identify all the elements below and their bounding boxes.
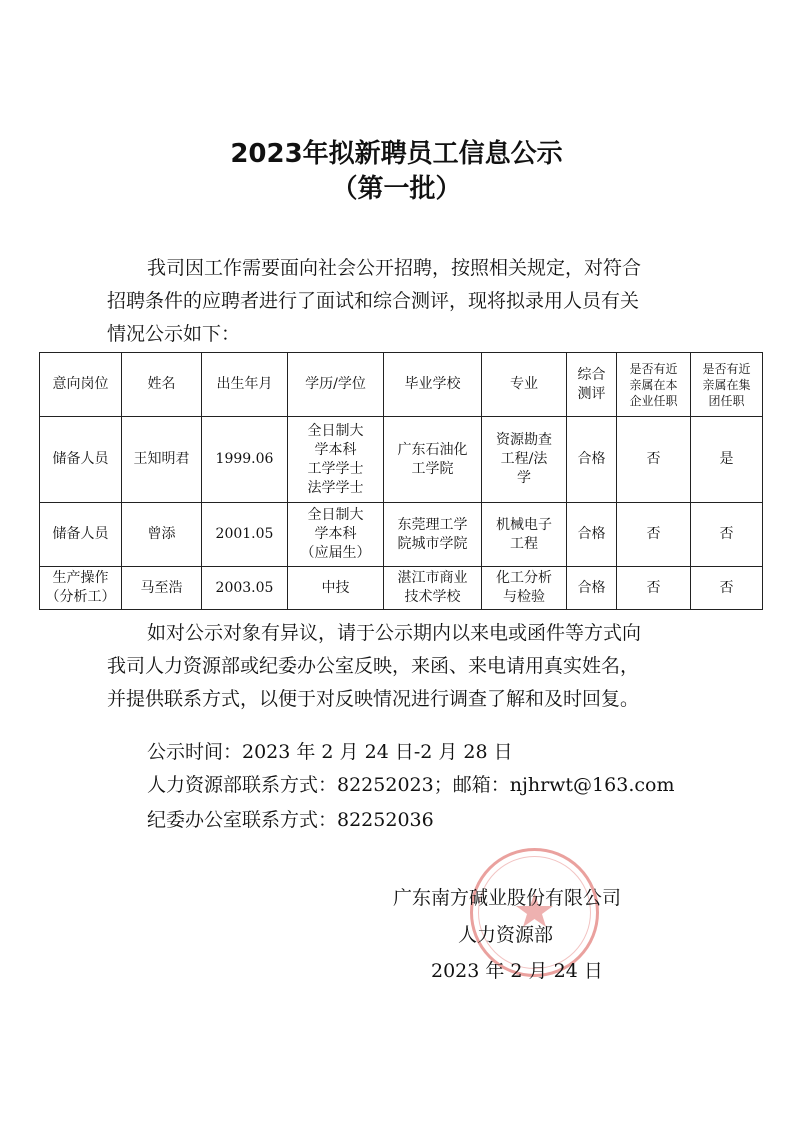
header-cell: 综合 测评 xyxy=(567,353,617,417)
table-cell: 2001.05 xyxy=(202,503,288,567)
page-subtitle: （第一批） xyxy=(331,174,462,204)
header-cell: 意向岗位 xyxy=(40,353,122,417)
table-header-row xyxy=(40,353,763,417)
intro-line: 我司因工作需要面向社会公开招聘，按照相关规定，对符合 xyxy=(147,257,642,279)
discipline-contact: 纪委办公室联系方式：82252036 xyxy=(147,809,434,831)
header-cell: 出生年月 xyxy=(202,353,288,417)
table-cell: 合格 xyxy=(567,417,617,503)
table-cell: 合格 xyxy=(567,567,617,610)
signature-department: 人力资源部 xyxy=(458,924,554,946)
table-cell: 化工分析 与检验 xyxy=(482,567,567,610)
table-cell: 全日制大 学本科 （应届生） xyxy=(288,503,384,567)
intro-line: 招聘条件的应聘者进行了面试和综合测评，现将拟录用人员有关 xyxy=(107,290,640,312)
table-cell: 东莞理工学 院城市学院 xyxy=(384,503,482,567)
page-title: 2023年拟新聘员工信息公示 xyxy=(230,139,563,169)
signature-date: 2023 年 2 月 24 日 xyxy=(431,960,603,982)
table-cell: 王知明君 xyxy=(122,417,202,503)
table-cell: 湛江市商业 技术学校 xyxy=(384,567,482,610)
table-row xyxy=(40,503,763,567)
table-row xyxy=(40,567,763,610)
signature-company: 广东南方碱业股份有限公司 xyxy=(393,887,622,909)
table-cell: 生产操作 （分析工） xyxy=(40,567,122,610)
notice-line: 我司人力资源部或纪委办公室反映，来函、来电请用真实姓名， xyxy=(107,655,640,677)
header-cell: 是否有近 亲属在集 团任职 xyxy=(691,353,763,417)
table-cell: 否 xyxy=(617,567,691,610)
table-cell: 否 xyxy=(617,503,691,567)
table-cell: 广东石油化 工学院 xyxy=(384,417,482,503)
table-cell: 是 xyxy=(691,417,763,503)
header-cell: 专业 xyxy=(482,353,567,417)
table-cell: 1999.06 xyxy=(202,417,288,503)
publicity-period: 公示时间：2023 年 2 月 24 日-2 月 28 日 xyxy=(147,741,513,763)
table-cell: 中技 xyxy=(288,567,384,610)
table-cell: 全日制大 学本科 工学学士 法学学士 xyxy=(288,417,384,503)
table-cell: 否 xyxy=(617,417,691,503)
notice-line: 并提供联系方式，以便于对反映情况进行调查了解和及时回复。 xyxy=(107,688,640,710)
intro-line: 情况公示如下： xyxy=(107,323,241,345)
table-cell: 否 xyxy=(691,567,763,610)
table-cell: 马至浩 xyxy=(122,567,202,610)
notice-line: 如对公示对象有异议，请于公示期内以来电或函件等方式向 xyxy=(147,622,642,644)
table-cell: 否 xyxy=(691,503,763,567)
header-cell: 是否有近 亲属在本 企业任职 xyxy=(617,353,691,417)
table-cell: 2003.05 xyxy=(202,567,288,610)
table-cell: 储备人员 xyxy=(40,503,122,567)
table-cell: 曾添 xyxy=(122,503,202,567)
hr-contact: 人力资源部联系方式：82252023；邮箱：njhrwt@163.com xyxy=(147,774,675,796)
header-cell: 姓名 xyxy=(122,353,202,417)
header-cell: 学历/学位 xyxy=(288,353,384,417)
header-cell: 毕业学校 xyxy=(384,353,482,417)
table-cell: 机械电子 工程 xyxy=(482,503,567,567)
table-row xyxy=(40,417,763,503)
intro-paragraph xyxy=(107,252,717,351)
table-cell: 储备人员 xyxy=(40,417,122,503)
table-cell: 合格 xyxy=(567,503,617,567)
candidates-table xyxy=(39,352,763,610)
table-cell: 资源勘查 工程/法 学 xyxy=(482,417,567,503)
notice-paragraph xyxy=(107,617,717,716)
